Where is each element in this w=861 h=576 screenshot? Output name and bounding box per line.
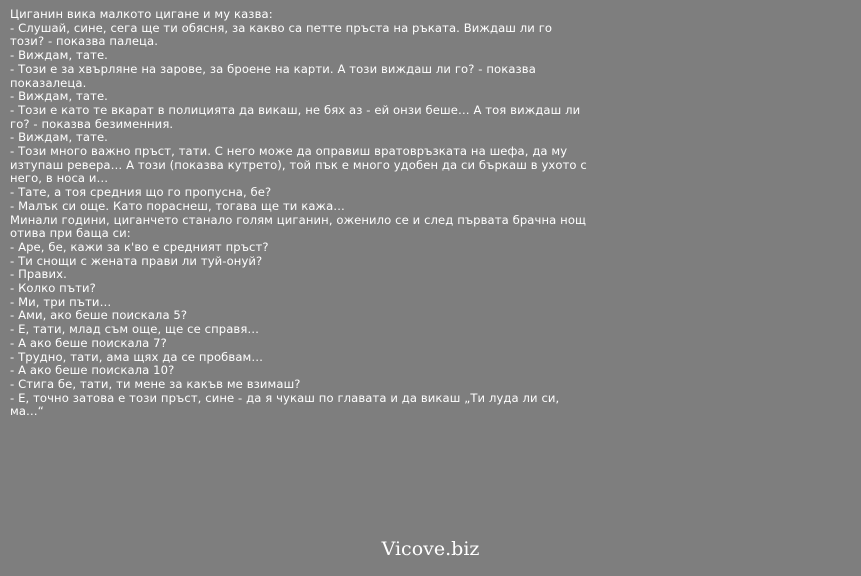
joke-line: - Слушай, сине, сега ще ти обясня, за какво са петте пръста на ръката. Виждаш ли го този? - показва палеца. — [10, 20, 553, 49]
site-watermark: Vicove.biz — [381, 538, 480, 560]
joke-line: - Ами, ако беше поискала 5? — [10, 308, 188, 323]
joke-line: - Аре, бе, кажи за к'во е средният пръст? — [10, 239, 269, 254]
joke-line: - Виждам, тате. — [10, 48, 108, 63]
joke-line: - Колко пъти? — [10, 281, 96, 296]
joke-line: - Е, точно затова е този пръст, сине - да я чукаш по главата и да викаш „Ти луда ли си, ма…“ — [10, 390, 560, 419]
joke-line: - Правих. — [10, 267, 67, 282]
joke-line: - Ми, три пъти… — [10, 294, 112, 309]
joke-line: - Трудно, тати, ама щях да се пробвам… — [10, 349, 264, 364]
joke-line: - Този е за хвърляне на зарове, за броене на карти. А този виждаш ли го? - показва показалеца. — [10, 61, 536, 90]
joke-line: - Стига бе, тати, ти мене за какъв ме взимаш? — [10, 376, 301, 391]
joke-line: - Този много важно пръст, тати. С него може да оправиш вратовръзката на шефа, да му изтупаш ревера… А този (показва кутрето), той пък е много удобен да си бъркаш в ухото с него, в носа и… — [10, 144, 587, 186]
joke-line: - Е, тати, млад съм още, ще се справя… — [10, 322, 260, 337]
joke-line: - А ако беше поискала 7? — [10, 335, 167, 350]
joke-line: - А ако беше поискала 10? — [10, 363, 175, 378]
joke-line: - Виждам, тате. — [10, 130, 108, 145]
joke-line: - Тате, а тоя средния що го пропусна, бе? — [10, 185, 272, 200]
joke-line: - Този е като те вкарат в полицията да викаш, не бях аз - ей онзи беше… А тоя виждаш ли го? - показва безименния. — [10, 102, 581, 131]
joke-line: - Виждам, тате. — [10, 89, 108, 104]
joke-line: - Ти снощи с жената прави ли туй-онуй? — [10, 253, 263, 268]
joke-text — [10, 8, 590, 419]
joke-line: - Малък си още. Като пораснеш, тогава ще ти кажа… — [10, 198, 345, 213]
joke-line: Циганин вика малкото цигане и му казва: — [10, 7, 273, 21]
joke-line: Минали години, циганчето станало голям циганин, оженило се и след първата брачна нощ отива при баща си: — [10, 212, 587, 241]
